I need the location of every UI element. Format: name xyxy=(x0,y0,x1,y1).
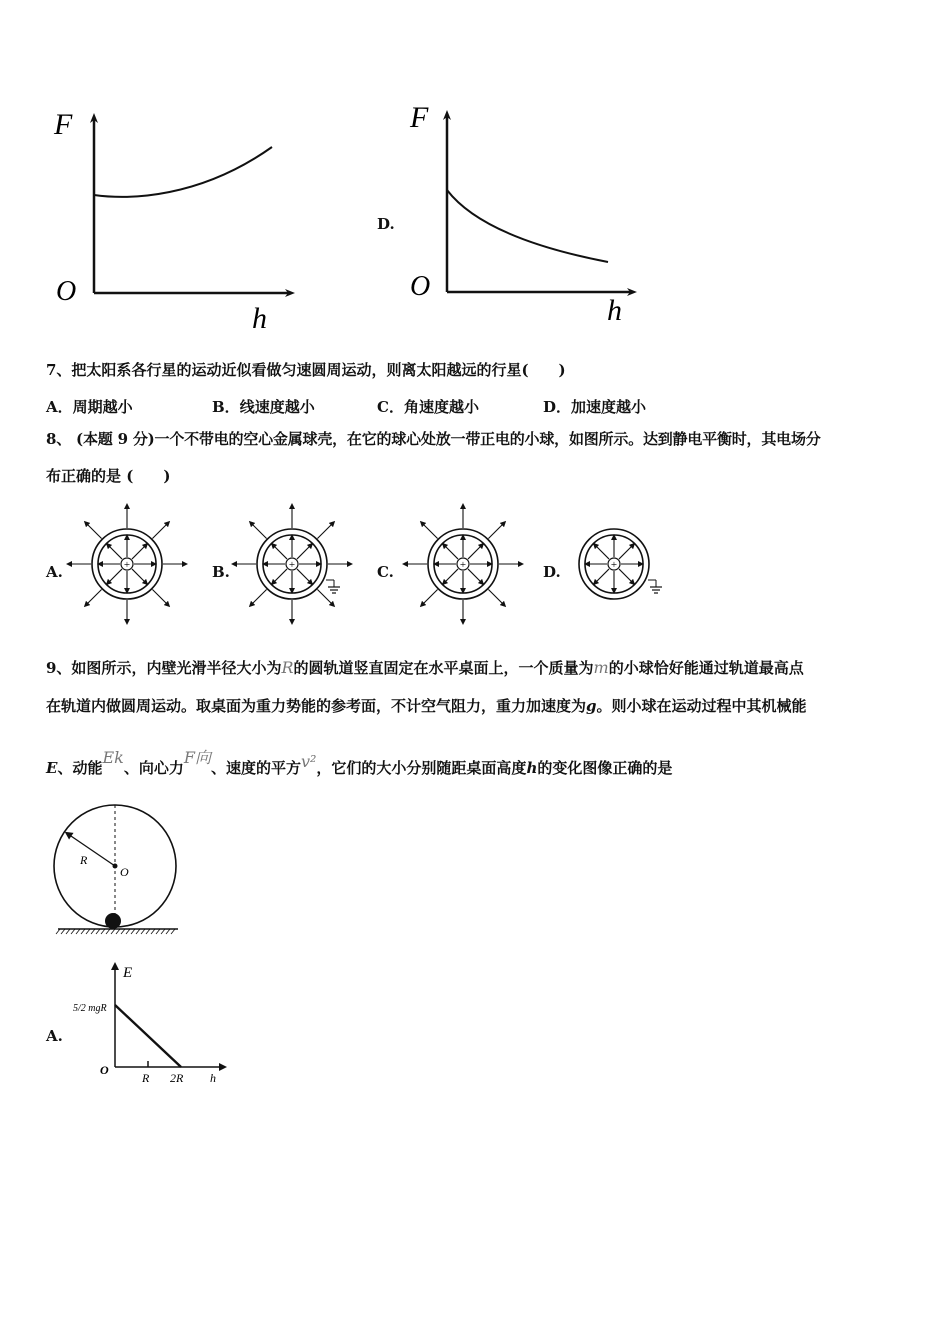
field-arrow xyxy=(251,589,267,605)
q9-option-a-graph xyxy=(70,960,230,1090)
field-arrow xyxy=(273,569,287,583)
option-d-label: D. xyxy=(377,215,395,233)
q9-track-figure xyxy=(50,800,190,940)
q9-stem-line2: 在轨道内做圆周运动。取桌面为重力势能的参考面，不计空气阻力，重力加速度为g。则小球在运动过程中其机械能 xyxy=(46,697,807,715)
charge-sign: + xyxy=(459,559,467,571)
field-arrow xyxy=(619,545,633,559)
q8-stem-line1: 8、 (本题 9 分)一个不带电的空心金属球壳，在它的球心处放一带正电的小球，如图所示。达到静电平衡时，其电场分 xyxy=(46,430,821,448)
q9-stem-line3: E、动能Ek、向心力F向、速度的平方v²，它们的大小分别随距桌面高度h的变化图像正确的是 xyxy=(46,748,673,777)
q7-stem: 7、把太阳系各行星的运动近似看做匀速圆周运动，则离太阳越远的行星( ) xyxy=(46,361,566,379)
q8-option-d-label: D. xyxy=(543,563,561,581)
q8-option-a-label: A. xyxy=(46,563,63,581)
field-arrow xyxy=(273,545,287,559)
field-figure-a xyxy=(69,506,185,622)
x-tick-2r: 2R xyxy=(170,1071,184,1085)
q7-option-c: C．角速度越小 xyxy=(377,398,479,416)
force-curve xyxy=(94,147,272,197)
x-axis-label: h xyxy=(607,294,622,327)
field-arrow xyxy=(251,523,267,539)
q8-option-b-label: B. xyxy=(212,563,230,581)
field-arrow xyxy=(297,569,311,583)
field-arrow xyxy=(488,589,504,605)
field-arrow xyxy=(422,523,438,539)
q8-figures xyxy=(0,495,950,635)
field-arrow xyxy=(619,569,633,583)
field-figure-d xyxy=(579,529,662,599)
field-arrow xyxy=(86,523,102,539)
field-arrow xyxy=(317,589,333,605)
field-arrow xyxy=(132,569,146,583)
field-arrow xyxy=(152,589,168,605)
graph-f-vs-h-right xyxy=(400,95,650,335)
origin-label: O xyxy=(100,1063,109,1077)
y-tick-label: 5/2 mgR xyxy=(73,1003,107,1014)
field-arrow xyxy=(444,545,458,559)
q7-option-b: B．线速度越小 xyxy=(212,398,315,416)
q8-option-c-label: C. xyxy=(377,563,394,581)
q8-stem-line2: 布正确的是 ( ) xyxy=(46,467,171,485)
symbol-v-squared: v² xyxy=(300,752,317,771)
q9-stem-line1: 9、如图所示，内壁光滑半径大小为R的圆轨道竖直固定在水平桌面上，一个质量为m的小球恰好能通过轨道最高点 xyxy=(46,658,804,677)
field-arrow xyxy=(444,569,458,583)
q7-option-a: A．周期越小 xyxy=(46,398,133,416)
energy-line xyxy=(115,1005,181,1067)
symbol-ek: Ek xyxy=(102,748,124,767)
origin-label: O xyxy=(410,271,431,302)
origin-label: O xyxy=(56,276,77,307)
symbol-m: m xyxy=(593,658,609,677)
field-arrow xyxy=(152,523,168,539)
field-arrow xyxy=(595,545,609,559)
charge-sign: + xyxy=(288,559,296,571)
field-arrow xyxy=(86,589,102,605)
ball xyxy=(105,913,121,929)
center-point xyxy=(113,864,118,869)
field-figure-c xyxy=(405,506,521,622)
field-arrow xyxy=(317,523,333,539)
x-axis-label: h xyxy=(210,1071,216,1085)
field-arrow xyxy=(108,545,122,559)
center-label: O xyxy=(120,865,129,879)
q7-option-d: D．加速度越小 xyxy=(543,398,647,416)
radius-arrow xyxy=(68,834,115,866)
y-axis-label: E xyxy=(123,965,133,981)
radius-label: R xyxy=(80,853,88,867)
symbol-f-centripetal: F向 xyxy=(183,748,211,767)
field-arrow xyxy=(132,545,146,559)
force-curve xyxy=(447,190,608,262)
field-arrow xyxy=(297,545,311,559)
y-axis-label: F xyxy=(410,101,429,134)
y-axis-label: F xyxy=(54,108,73,141)
field-arrow xyxy=(108,569,122,583)
field-arrow xyxy=(468,545,482,559)
field-arrow xyxy=(468,569,482,583)
x-axis-label: h xyxy=(252,302,267,335)
symbol-r: R xyxy=(281,658,294,677)
field-arrow xyxy=(595,569,609,583)
field-arrow xyxy=(422,589,438,605)
field-arrow xyxy=(488,523,504,539)
graph-f-vs-h-left xyxy=(40,100,300,335)
charge-sign: + xyxy=(610,559,618,571)
charge-sign: + xyxy=(123,559,131,571)
field-figure-b xyxy=(234,506,350,622)
q9-option-a-label: A. xyxy=(46,1027,63,1045)
x-tick-r: R xyxy=(142,1071,150,1085)
